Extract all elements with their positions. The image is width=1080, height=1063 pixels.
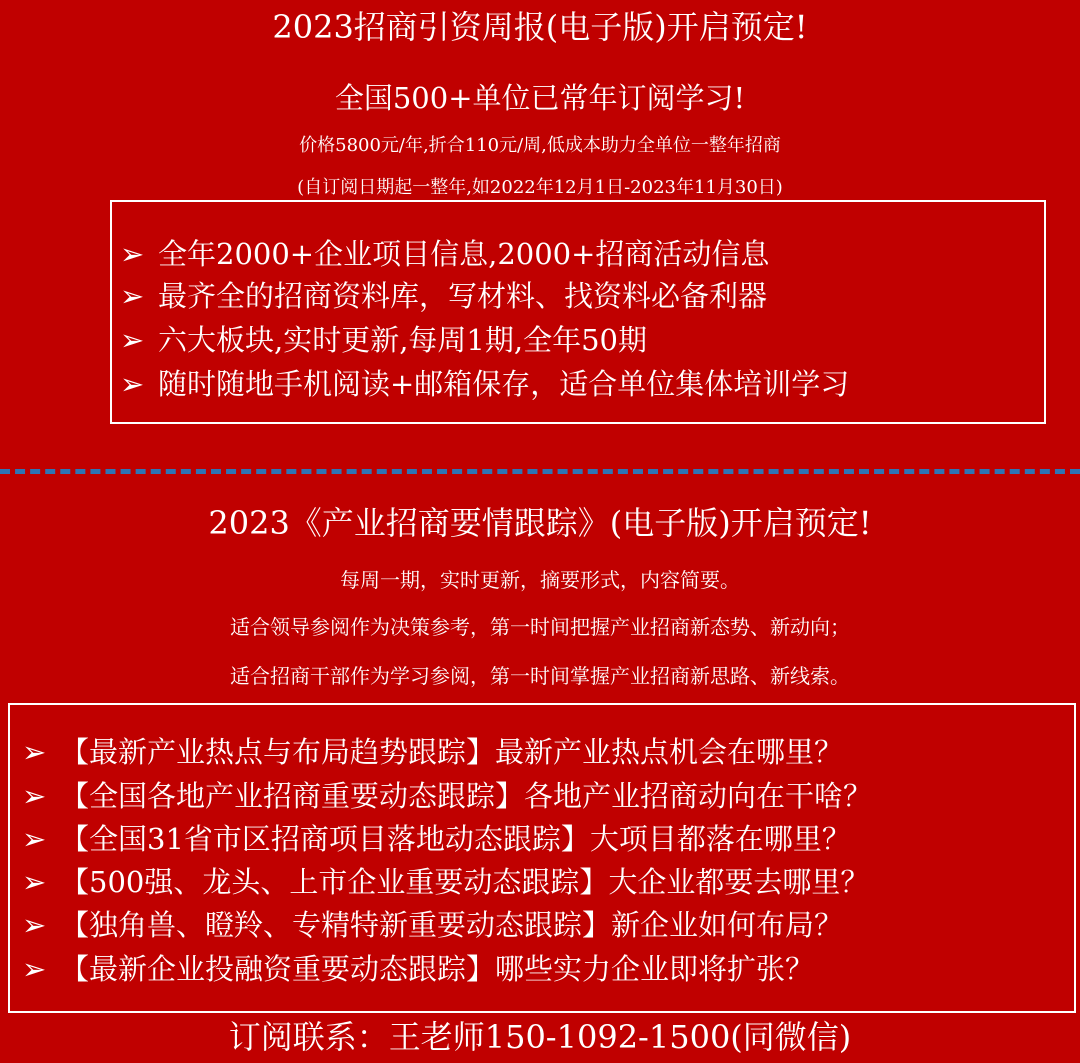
list-item xyxy=(120,318,647,359)
arrow-bullet-icon: ➢ xyxy=(120,323,145,357)
dashed-divider xyxy=(0,469,1080,474)
arrow-bullet-icon: ➢ xyxy=(22,865,47,899)
item-text: 【独角兽、瞪羚、专精特新重要动态跟踪】新企业如何布局？ xyxy=(60,908,844,942)
list-item xyxy=(22,817,851,858)
arrow-bullet-icon: ➢ xyxy=(22,908,47,942)
list-item xyxy=(120,232,769,273)
price-line: 价格5800元/年,折合110元/周,低成本助力全单位一整年招商 xyxy=(299,135,781,156)
arrow-bullet-icon: ➢ xyxy=(22,779,47,813)
item-text: 【全国各地产业招商重要动态跟踪】各地产业招商动向在干啥？ xyxy=(60,779,873,813)
item-text: 六大板块,实时更新,每周1期,全年50期 xyxy=(158,323,648,357)
period-line: (自订阅日期起一整年,如2022年12月1日-2023年11月30日) xyxy=(297,177,783,198)
arrow-bullet-icon: ➢ xyxy=(22,735,47,769)
list-item xyxy=(120,362,849,403)
list-item xyxy=(22,774,872,815)
item-text: 最齐全的招商资料库，写材料、找资料必备利器 xyxy=(158,279,768,313)
list-item xyxy=(22,730,843,771)
contact-line: 订阅联系：王老师150-1092-1500(同微信) xyxy=(228,1018,852,1056)
section1-title: 2023招商引资周报(电子版)开启预定! xyxy=(272,8,808,46)
item-text: 【全国31省市区招商项目落地动态跟踪】大项目都落在哪里？ xyxy=(60,822,851,856)
tracking-topics-box xyxy=(8,703,1076,1013)
item-text: 【500强、龙头、上市企业重要动态跟踪】大企业都要去哪里？ xyxy=(60,865,870,899)
arrow-bullet-icon: ➢ xyxy=(120,367,145,401)
list-item xyxy=(22,860,869,901)
item-text: 【最新企业投融资重要动态跟踪】哪些实力企业即将扩张？ xyxy=(60,952,815,986)
section1-subtitle: 全国500+单位已常年订阅学习! xyxy=(334,81,746,115)
arrow-bullet-icon: ➢ xyxy=(120,279,145,313)
item-text: 【最新产业热点与布局趋势跟踪】最新产业热点机会在哪里？ xyxy=(60,735,844,769)
arrow-bullet-icon: ➢ xyxy=(120,237,145,271)
list-item xyxy=(22,903,843,944)
description-line: 适合领导参阅作为决策参考，第一时间把握产业招商新态势、新动向； xyxy=(230,615,850,639)
section2-title: 2023《产业招商要情跟踪》(电子版)开启预定! xyxy=(208,504,872,542)
item-text: 随时随地手机阅读+邮箱保存，适合单位集体培训学习 xyxy=(158,367,850,401)
features-box xyxy=(110,200,1046,424)
description-line: 适合招商干部作为学习参阅，第一时间掌握产业招商新思路、新线索。 xyxy=(230,664,850,688)
item-text: 全年2000+企业项目信息,2000+招商活动信息 xyxy=(158,237,770,271)
arrow-bullet-icon: ➢ xyxy=(22,822,47,856)
list-item xyxy=(22,947,814,988)
list-item xyxy=(120,274,767,315)
arrow-bullet-icon: ➢ xyxy=(22,952,47,986)
description-line: 每周一期，实时更新，摘要形式，内容简要。 xyxy=(340,568,740,592)
